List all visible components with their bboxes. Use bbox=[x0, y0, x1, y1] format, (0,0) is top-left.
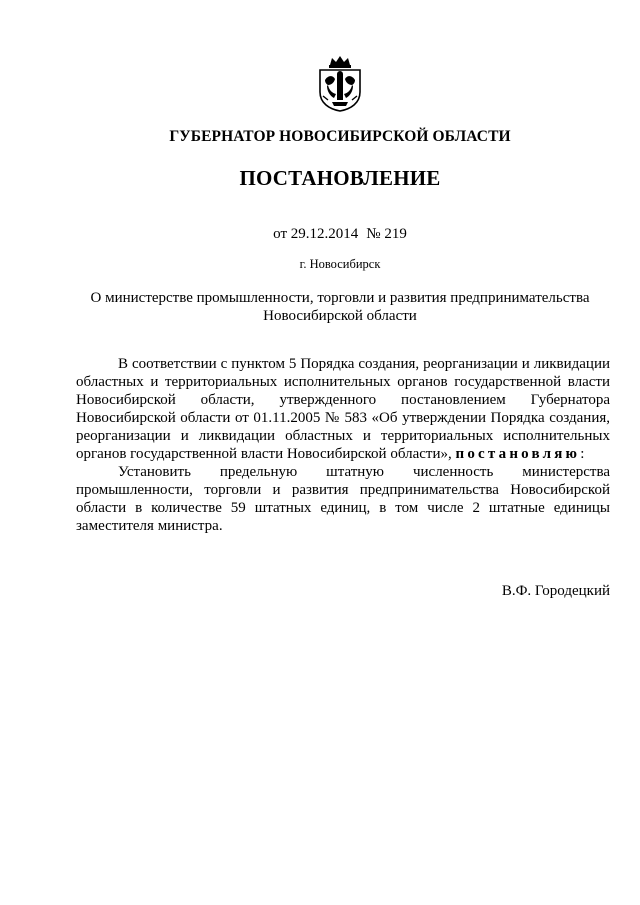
document-number: № 219 bbox=[366, 226, 407, 242]
document-subject: О министерстве промышленности, торговли и развития предпринимательства Новосибирской области bbox=[90, 290, 590, 324]
decree-colon: : bbox=[580, 446, 585, 462]
body-paragraph-1-text: В соответствии с пунктом 5 Порядка создания, реорганизации и ликвидации областных и территориальных исполнительных органов государственной власти Новосибирской области, утвержденного постановлением Губернатора Новосибирской области от 01.11.2005 № 583 «Об утверждении Порядка создания, реорганизации и ликвидации областных и территориальных исполнительных органов государственной власти Новосибирской области», bbox=[76, 356, 610, 462]
document-date: от 29.12.2014 bbox=[273, 226, 359, 242]
document-type-title: ПОСТАНОВЛЕНИЕ bbox=[239, 166, 441, 190]
signature-name: В.Ф. Городецкий bbox=[501, 583, 610, 599]
coat-of-arms-icon bbox=[317, 56, 363, 112]
issue-city: г. Новосибирск bbox=[299, 257, 381, 271]
date-number-line bbox=[0, 226, 640, 243]
body-paragraph-2: Установить предельную штатную численность министерства промышленности, торговли и развития предпринимательства Новосибирской области в количестве 59 штатных единиц, в том числе 2 штатные единицы заместителя министра. bbox=[76, 464, 610, 534]
decree-word: постановляю bbox=[455, 446, 581, 462]
issuing-authority: ГУБЕРНАТОР НОВОСИБИРСКОЙ ОБЛАСТИ bbox=[169, 128, 511, 145]
body-paragraph-1 bbox=[76, 355, 610, 463]
document-body bbox=[76, 355, 610, 535]
